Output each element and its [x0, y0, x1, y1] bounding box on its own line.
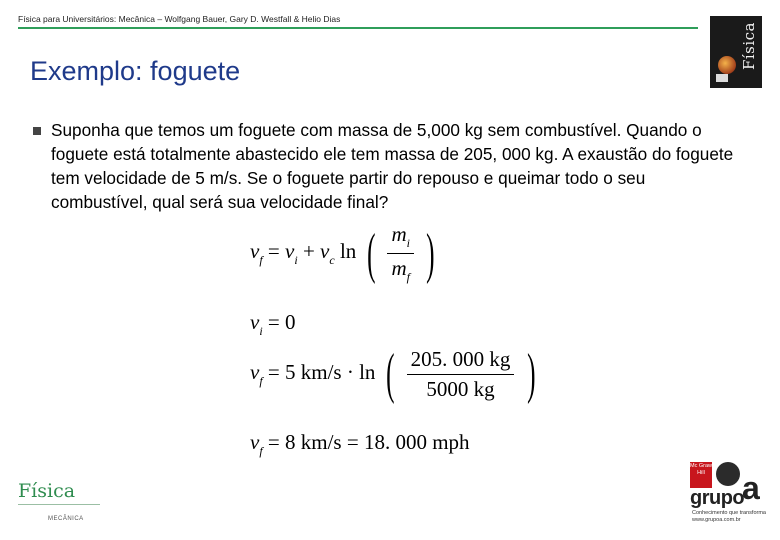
eq1-num: m — [391, 222, 407, 246]
cover-flare — [716, 74, 728, 82]
planet-icon — [718, 56, 736, 74]
publisher-seal-icon — [716, 462, 740, 486]
eq1-num-sub: i — [406, 236, 410, 250]
eq1-term2: v — [320, 239, 330, 263]
bullet-text: Suponha que temos um foguete com massa de 5,000 kg sem combustível. Quando o foguete está totalmente abastecido ele tem massa de 205, 000 kg. A exaustão do foguete tem velocidade de 5 m/s. Se o foguete partir do repouso e queimar todo o seu combustível, qual será sua velocidade final? — [51, 120, 734, 212]
fisica-logo: Física — [18, 480, 76, 502]
eq1-lhs: v — [250, 239, 260, 263]
grupo-a-mark: a — [742, 470, 760, 506]
eq3-fraction — [407, 347, 515, 402]
eq3-lhs-sub: f — [259, 373, 263, 388]
eq1-term1: v — [285, 239, 295, 263]
eq3-left-paren: ( — [385, 343, 395, 405]
fisica-logo-subtitle: MECÂNICA — [48, 516, 84, 522]
eq2-lhs: v — [250, 310, 260, 334]
cover-title: Física — [740, 22, 758, 71]
eq1-term2-sub: c — [329, 253, 335, 267]
header-divider — [18, 27, 698, 29]
eq1-left-paren: ( — [366, 222, 376, 285]
eq1-lhs-sub: f — [259, 253, 263, 267]
eq2-rhs: = 0 — [267, 310, 296, 334]
eq1-fraction — [387, 222, 414, 285]
eq1-equals: = — [267, 239, 280, 263]
grupo-logo-text: grupo — [690, 487, 745, 509]
fisica-logo-line — [18, 504, 100, 505]
equation-initial-velocity — [250, 310, 296, 339]
eq1-plus: + — [302, 239, 315, 263]
equation-rocket — [250, 222, 440, 285]
equation-final-velocity — [250, 430, 470, 459]
eq2-lhs-sub: i — [259, 324, 263, 338]
eq4-lhs: v — [250, 430, 260, 454]
eq1-den-sub: f — [406, 270, 410, 284]
mcgraw-hill-logo: Mc Graw Hill — [690, 462, 712, 488]
eq3-rhs: = 5 km/s · ln — [267, 359, 376, 384]
header-citation: Física para Universitários: Mecânica – Wolfgang Bauer, Gary D. Westfall & Helio Dias — [18, 14, 341, 24]
eq1-den: m — [391, 256, 407, 280]
eq1-term1-sub: i — [294, 253, 298, 267]
eq4-lhs-sub: f — [259, 444, 263, 458]
eq3-lhs: v — [250, 359, 260, 384]
eq3-right-paren: ) — [526, 343, 536, 405]
publisher-tagline: Conhecimento que transforma www.grupoa.com.br — [692, 510, 766, 523]
eq3-den: 5000 kg — [426, 376, 495, 401]
eq3-num: 205. 000 kg — [407, 347, 515, 375]
eq1-right-paren: ) — [426, 222, 435, 285]
eq4-rhs: = 8 km/s = 18. 000 mph — [267, 430, 470, 454]
equation-substitution — [250, 343, 540, 405]
book-cover-image — [710, 16, 762, 88]
slide-title: Exemplo: foguete — [30, 56, 241, 86]
bullet-square-icon — [33, 127, 41, 135]
eq1-ln: ln — [339, 239, 357, 263]
